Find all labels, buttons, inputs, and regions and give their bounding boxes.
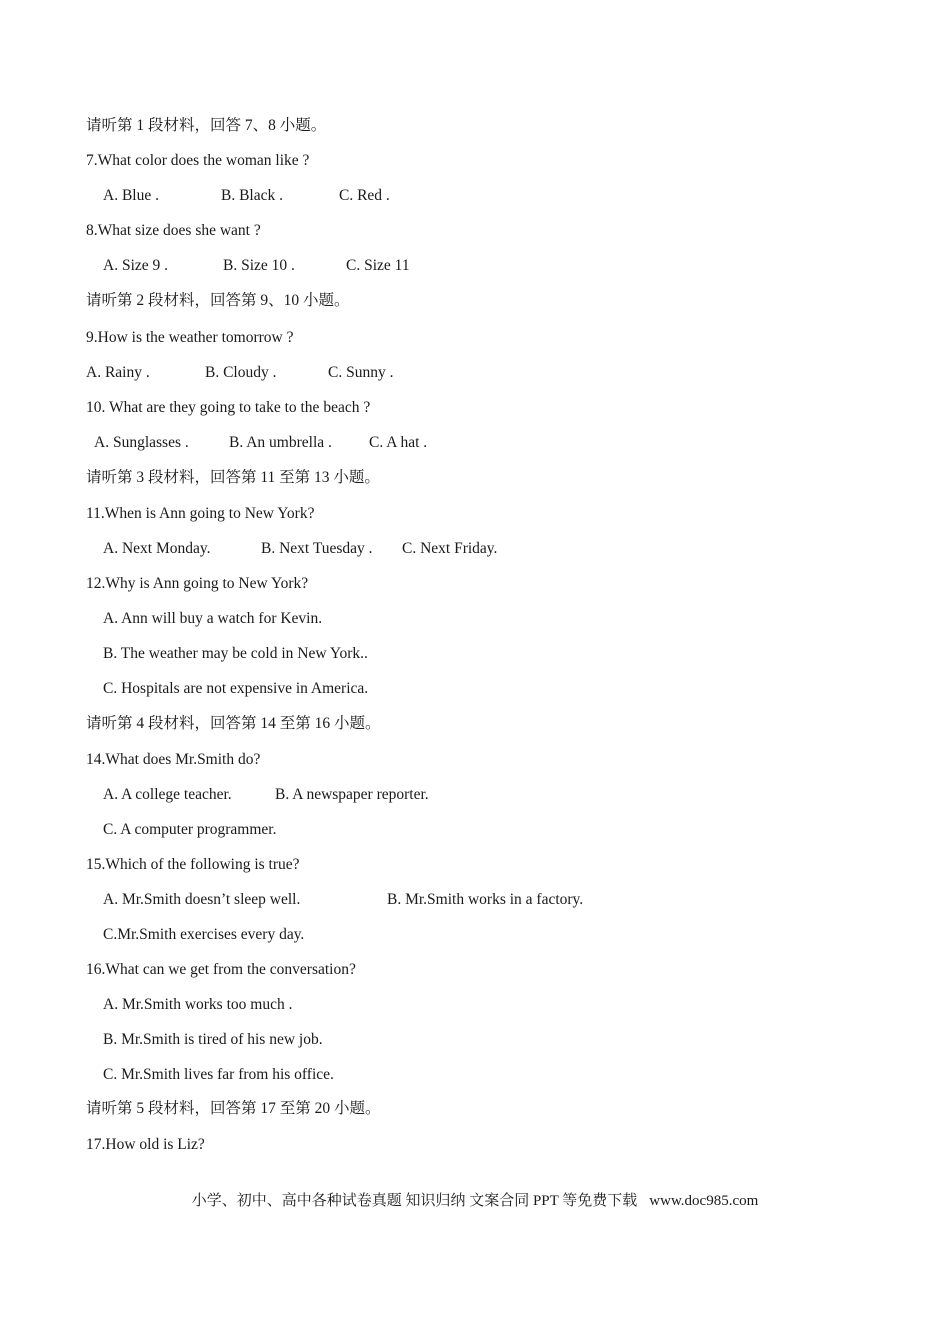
q9-option-c: C. Sunny . [328, 364, 394, 381]
q7-option-c: C. Red . [339, 187, 390, 204]
question-14: 14.What does Mr.Smith do? [86, 751, 261, 768]
q15-option-b: B. Mr.Smith works in a factory. [387, 891, 584, 908]
q10-option-c: C. A hat . [369, 434, 428, 451]
q10-option-b: B. An umbrella . [229, 434, 332, 451]
q15-option-c: C.Mr.Smith exercises every day. [103, 926, 305, 943]
section-heading-1: 请听第 1 段材料，回答 7、8 小题。 [86, 117, 327, 134]
q10-option-a: A. Sunglasses . [94, 434, 189, 451]
q7-option-b: B. Black . [221, 187, 283, 204]
q8-option-b: B. Size 10 . [223, 257, 295, 274]
q12-option-c: C. Hospitals are not expensive in America. [103, 680, 369, 697]
q14-option-b: B. A newspaper reporter. [275, 786, 429, 803]
q9-option-a: A. Rainy . [86, 364, 150, 381]
q16-option-a: A. Mr.Smith works too much . [103, 996, 293, 1013]
q12-option-b: B. The weather may be cold in New York.. [103, 645, 368, 662]
section-heading-5: 请听第 5 段材料，回答第 17 至第 20 小题。 [86, 1100, 381, 1117]
q16-option-c: C. Mr.Smith lives far from his office. [103, 1066, 334, 1083]
question-7: 7.What color does the woman like ? [86, 152, 310, 169]
q11-option-b: B. Next Tuesday . [261, 540, 373, 557]
q7-option-a: A. Blue . [103, 187, 159, 204]
question-8: 8.What size does she want ? [86, 222, 261, 239]
question-16: 16.What can we get from the conversation? [86, 961, 356, 978]
page-footer [0, 1191, 950, 1211]
q14-option-a: A. A college teacher. [103, 786, 232, 803]
q11-option-a: A. Next Monday. [103, 540, 211, 557]
q8-option-a: A. Size 9 . [103, 257, 169, 274]
q8-option-c: C. Size 11 [346, 257, 410, 274]
footer-text: 小学、初中、高中各种试卷真题 知识归纳 文案合同 PPT 等免费下载 [191, 1193, 638, 1209]
q16-option-b: B. Mr.Smith is tired of his new job. [103, 1031, 323, 1048]
q14-option-c: C. A computer programmer. [103, 821, 277, 838]
question-12: 12.Why is Ann going to New York? [86, 575, 309, 592]
section-heading-3: 请听第 3 段材料，回答第 11 至第 13 小题。 [86, 469, 380, 486]
footer-website-link[interactable]: www.doc985.com [649, 1193, 759, 1209]
question-10: 10. What are they going to take to the beach ? [86, 399, 371, 416]
section-heading-4: 请听第 4 段材料，回答第 14 至第 16 小题。 [86, 715, 381, 732]
q15-option-a: A. Mr.Smith doesn’t sleep well. [103, 891, 301, 908]
question-15: 15.Which of the following is true? [86, 856, 300, 873]
question-11: 11.When is Ann going to New York? [86, 505, 315, 522]
q9-option-b: B. Cloudy . [205, 364, 277, 381]
question-9: 9.How is the weather tomorrow ? [86, 329, 294, 346]
q11-option-c: C. Next Friday. [402, 540, 498, 557]
q12-option-a: A. Ann will buy a watch for Kevin. [103, 610, 323, 627]
section-heading-2: 请听第 2 段材料，回答第 9、10 小题。 [86, 292, 350, 309]
question-17: 17.How old is Liz? [86, 1136, 205, 1153]
